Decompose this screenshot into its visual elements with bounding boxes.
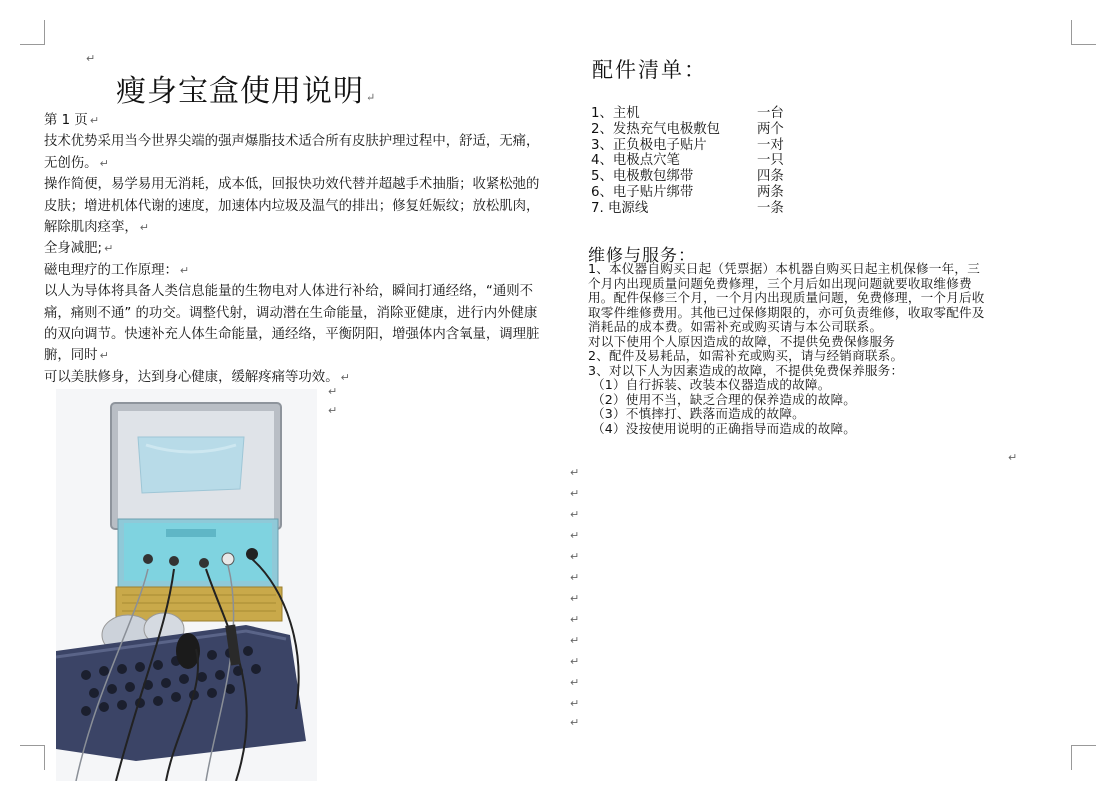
service-line: （3）不慎摔打、跌落而造成的故障。: [592, 406, 805, 421]
product-photo: [56, 389, 317, 781]
service-line: 3、对以下人为因素造成的故障，不提供免费保养服务：: [588, 362, 904, 378]
corner-mark-bottom-right: [1071, 745, 1096, 770]
service-line: 1、本仪器自购买日起（凭票据）本机器自购买日起主机保修一年，三个月内出现质量问题免费修理，三个月后如出现问题就要收取维修费用。配件保修三个月，一个月内出现质量问题，免费修理，一个月后收取零件维修费用。其他已过保修期限的，亦可负责维修，收取零配件及消耗品的成本费。如需补充或购买请与本公司联系。: [588, 261, 985, 334]
list-item: 5、电极敷包绑带 四条: [591, 169, 784, 185]
paragraph-mark: ↵: [570, 613, 580, 626]
service-line: 2、配件及易耗品，如需补充或购买，请与经销商联系。: [588, 348, 904, 363]
paragraph: 磁电理疗的工作原理： ↵: [44, 262, 190, 278]
instruction-text: [44, 110, 546, 388]
paragraph-mark: ↵: [570, 550, 580, 563]
service-line: （1）自行拆装、改装本仪器造成的故障。: [592, 377, 831, 392]
list-item: 3、正负极电子贴片 一对: [591, 137, 784, 153]
paragraph-mark: ↵: [570, 716, 580, 729]
paragraph-mark: ↵: [86, 52, 96, 65]
page-title: 瘦身宝盒使用说明 ↵: [116, 74, 377, 109]
paragraph: 操作简便，易学易用无消耗，成本低，回报快功效代替并超越手术抽脂；收紧松弛的皮肤；增进机体代谢的速度，加速体内垃圾及温气的排出；修复妊娠纹；放松肌肉，解除肌肉痉挛， ↵: [44, 177, 540, 236]
paragraph-mark: ↵: [328, 404, 338, 417]
paragraph-mark: ↵: [570, 634, 580, 647]
corner-mark-top-right: [1071, 20, 1096, 45]
accessories-title: 配件清单：: [592, 58, 707, 82]
paragraph-mark: ↵: [570, 508, 580, 521]
list-item: 7. 电源线 一条: [591, 200, 784, 216]
paragraph-mark: ↵: [570, 697, 580, 710]
paragraph-mark: ↵: [570, 655, 580, 668]
paragraph-mark: ↵: [1008, 451, 1018, 464]
service-line: （2）使用不当，缺乏合理的保养造成的故障。: [592, 391, 857, 407]
paragraph-mark: ↵: [328, 385, 338, 398]
paragraph-mark: ↵: [570, 487, 580, 500]
accessories-list: [591, 106, 831, 217]
service-title: 维修与服务：: [588, 246, 696, 266]
corner-mark-top-left: [20, 20, 45, 45]
service-line: 对以下使用个人原因造成的故障，不提供免费保修服务: [588, 333, 896, 349]
paragraph-mark: ↵: [570, 571, 580, 584]
paragraph-mark: ↵: [570, 466, 580, 479]
list-item: 6、电子贴片绑带 两条: [591, 184, 784, 200]
corner-mark-bottom-left: [20, 745, 45, 770]
list-item: 2、发热充气电极敷包 两个: [591, 121, 784, 137]
paragraph: 第 1 页 ↵: [44, 113, 100, 128]
list-item: 1、主机 一台: [591, 106, 784, 121]
paragraph: 全身减肥; ↵: [44, 241, 114, 257]
paragraph: 可以美肤修身，达到身心健康，缓解疼痛等功效。 ↵: [44, 369, 350, 385]
paragraph: 技术优势采用当今世界尖端的强声爆脂技术适合所有皮肤护理过程中，舒适，无痛，无创伤。 ↵: [44, 134, 540, 171]
list-item: 4、电极点穴笔 一只: [591, 153, 784, 169]
paragraph-mark: ↵: [570, 529, 580, 542]
paragraph-mark: ↵: [570, 592, 580, 605]
paragraph: 以人为导体将具备人类信息能量的生物电对人体进行补给，瞬间打通经络，“通则不痛，痛则不通” 的功交。调整代射，调动潜在生命能量，消除亚健康，进行内外健康的双向调节。快速补充人体生命能量，通经络，平衡阴阳，增强体内含氧量，调理脏腑，同时 ↵: [44, 284, 540, 364]
service-line: （4）没按使用说明的正确指导而造成的故障。: [592, 420, 857, 436]
paragraph-mark: ↵: [570, 676, 580, 689]
service-text: [588, 262, 990, 436]
